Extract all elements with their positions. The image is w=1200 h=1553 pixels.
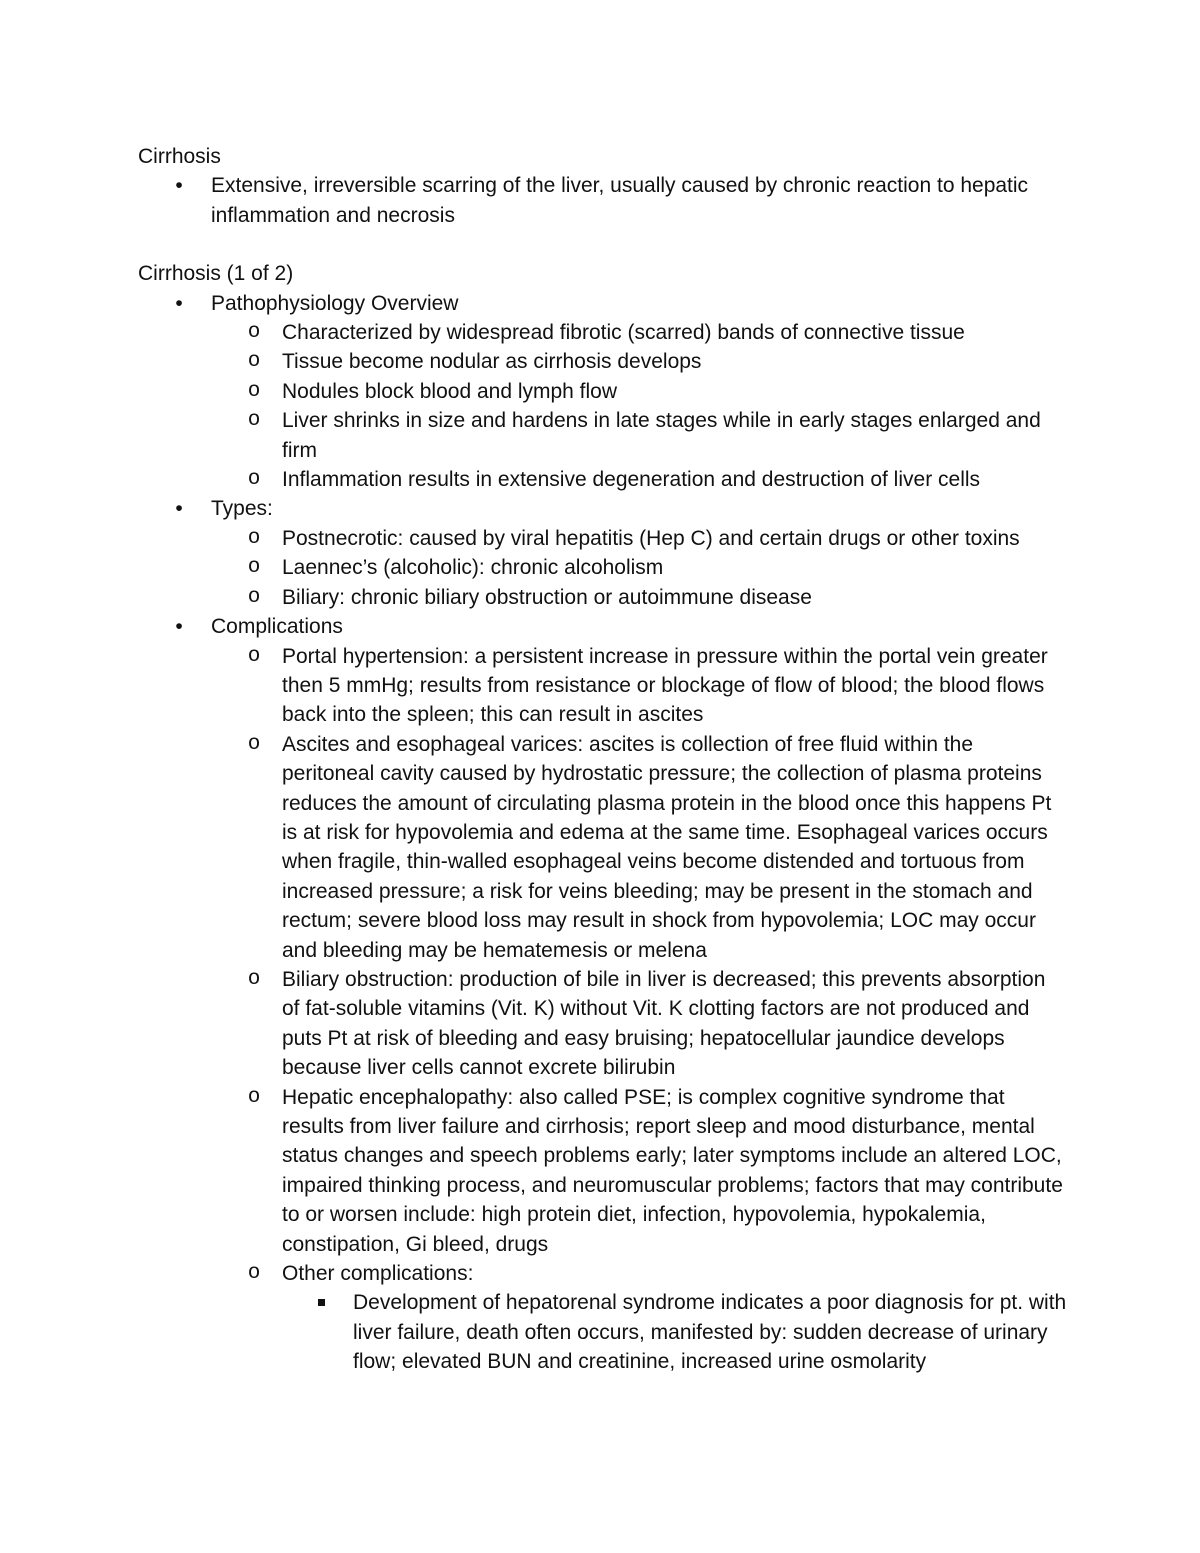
other-complications-list [282,1288,1068,1376]
list-item [211,347,1068,376]
list-item-text: Nodules block blood and lymph flow [282,379,618,403]
types-label: Types: [211,497,273,521]
bullet-dot-icon: • [175,615,183,639]
section-title-cirrhosis: Cirrhosis [138,145,221,168]
definition-text: Extensive, irreversible scarring of the liver, usually caused by chronic reaction to hepatic inflammation and necrosis [211,174,1029,227]
list-item [211,642,1068,730]
bullet-circle-icon: o [247,350,261,374]
bullet-dot-icon: • [175,497,183,521]
list-item [211,406,1068,465]
bullet-circle-icon: o [247,556,261,580]
bullet-circle-icon: o [247,468,261,492]
bullet-circle-icon: o [247,1085,261,1109]
list-item [211,465,1068,494]
bullet-circle-icon: o [247,644,261,668]
complications-list [211,642,1068,1377]
bullet-circle-icon: o [247,967,261,991]
pathophysiology-label: Pathophysiology Overview [211,291,459,315]
bullet-circle-icon: o [247,321,261,345]
list-item-text: Biliary: chronic biliary obstruction or autoimmune disease [282,585,812,609]
cirrhosis-outline [138,289,1068,1377]
bullet-dot-icon: • [175,291,183,315]
list-item-types [138,494,1068,612]
list-item [211,524,1068,553]
document-body [138,142,1068,1377]
section-title-cirrhosis-1-of-2: Cirrhosis (1 of 2) [138,262,294,286]
list-item-text: Development of hepatorenal syndrome indicates a poor diagnosis for pt. with liver failure, death often occurs, manifested by: sudden decrease of urinary flow; elevated BUN and creatinine, increased urine osmolarity [353,1291,1067,1374]
list-item [211,1083,1068,1259]
list-item-text: Inflammation results in extensive degeneration and destruction of liver cells [282,468,981,492]
bullet-circle-icon: o [247,732,261,756]
list-item-text: Hepatic encephalopathy: also called PSE; is complex cognitive syndrome that results from liver failure and cirrhosis; report sleep and mood disturbance, mental status changes and speech problems early; later symptoms include an altered LOC, impaired thinking process, and neuromuscular problems; factors that may contribute to or worsen include: high protein diet, infection, hypovolemia, hypokalemia, constipation, Gi bleed, drugs [282,1085,1063,1256]
bullet-circle-icon: o [247,585,261,609]
list-item-complications [138,612,1068,1377]
complications-label: Complications [211,615,343,639]
section-spacer [138,230,1068,259]
bullet-circle-icon: o [247,379,261,403]
bullet-dot-icon: • [175,174,183,198]
list-item [138,171,1068,230]
list-item [211,583,1068,612]
list-item-text: Biliary obstruction: production of bile in liver is decreased; this prevents absorption of fat-soluble vitamins (Vit. K) without Vit. K clotting factors are not produced and puts Pt at risk of bleeding and easy bruising; hepatocellular jaundice develops because liver cells cannot excrete bilirubin [282,967,1046,1080]
types-list [211,524,1068,612]
pathophysiology-list [211,318,1068,494]
list-item [211,318,1068,347]
bullet-circle-icon: o [247,1262,261,1286]
list-item-text: Portal hypertension: a persistent increase in pressure within the portal vein greater then 5 mmHg; results from resistance or blockage of flow of blood; the blood flows back into the spleen; this can result in ascites [282,644,1048,727]
list-item-text: Postnecrotic: caused by viral hepatitis (Hep C) and certain drugs or other toxins [282,526,1020,550]
list-item-text: Tissue become nodular as cirrhosis develops [282,350,702,374]
list-item-pathophysiology [138,289,1068,495]
list-item [211,730,1068,965]
definition-list [138,171,1068,230]
list-item [282,1288,1068,1376]
bullet-circle-icon: o [247,526,261,550]
list-item [211,965,1068,1083]
list-item [211,553,1068,582]
list-item-text: Liver shrinks in size and hardens in late stages while in early stages enlarged and firm [282,409,1041,462]
other-complications-label: Other complications: [282,1262,474,1286]
list-item-text: Ascites and esophageal varices: ascites is collection of free fluid within the peritoneal cavity caused by hydrostatic pressure; the collection of plasma proteins reduces the amount of circulating plasma protein in the blood once this happens Pt is at risk for hypovolemia and edema at the same time. Esophageal varices occurs when fragile, thin-walled esophageal veins become distended and tortuous from increased pressure; a risk for veins bleeding; may be present in the stomach and rectum; severe blood loss may result in shock from hypovolemia; LOC may occur and bleeding may be hematemesis or melena [282,732,1052,962]
list-item-other-complications [211,1259,1068,1377]
list-item-text: Characterized by widespread fibrotic (scarred) bands of connective tissue [282,321,965,345]
list-item [211,377,1068,406]
list-item-text: Laennec’s (alcoholic): chronic alcoholism [282,556,664,580]
bullet-circle-icon: o [247,409,261,433]
bullet-square-icon [318,1299,325,1306]
